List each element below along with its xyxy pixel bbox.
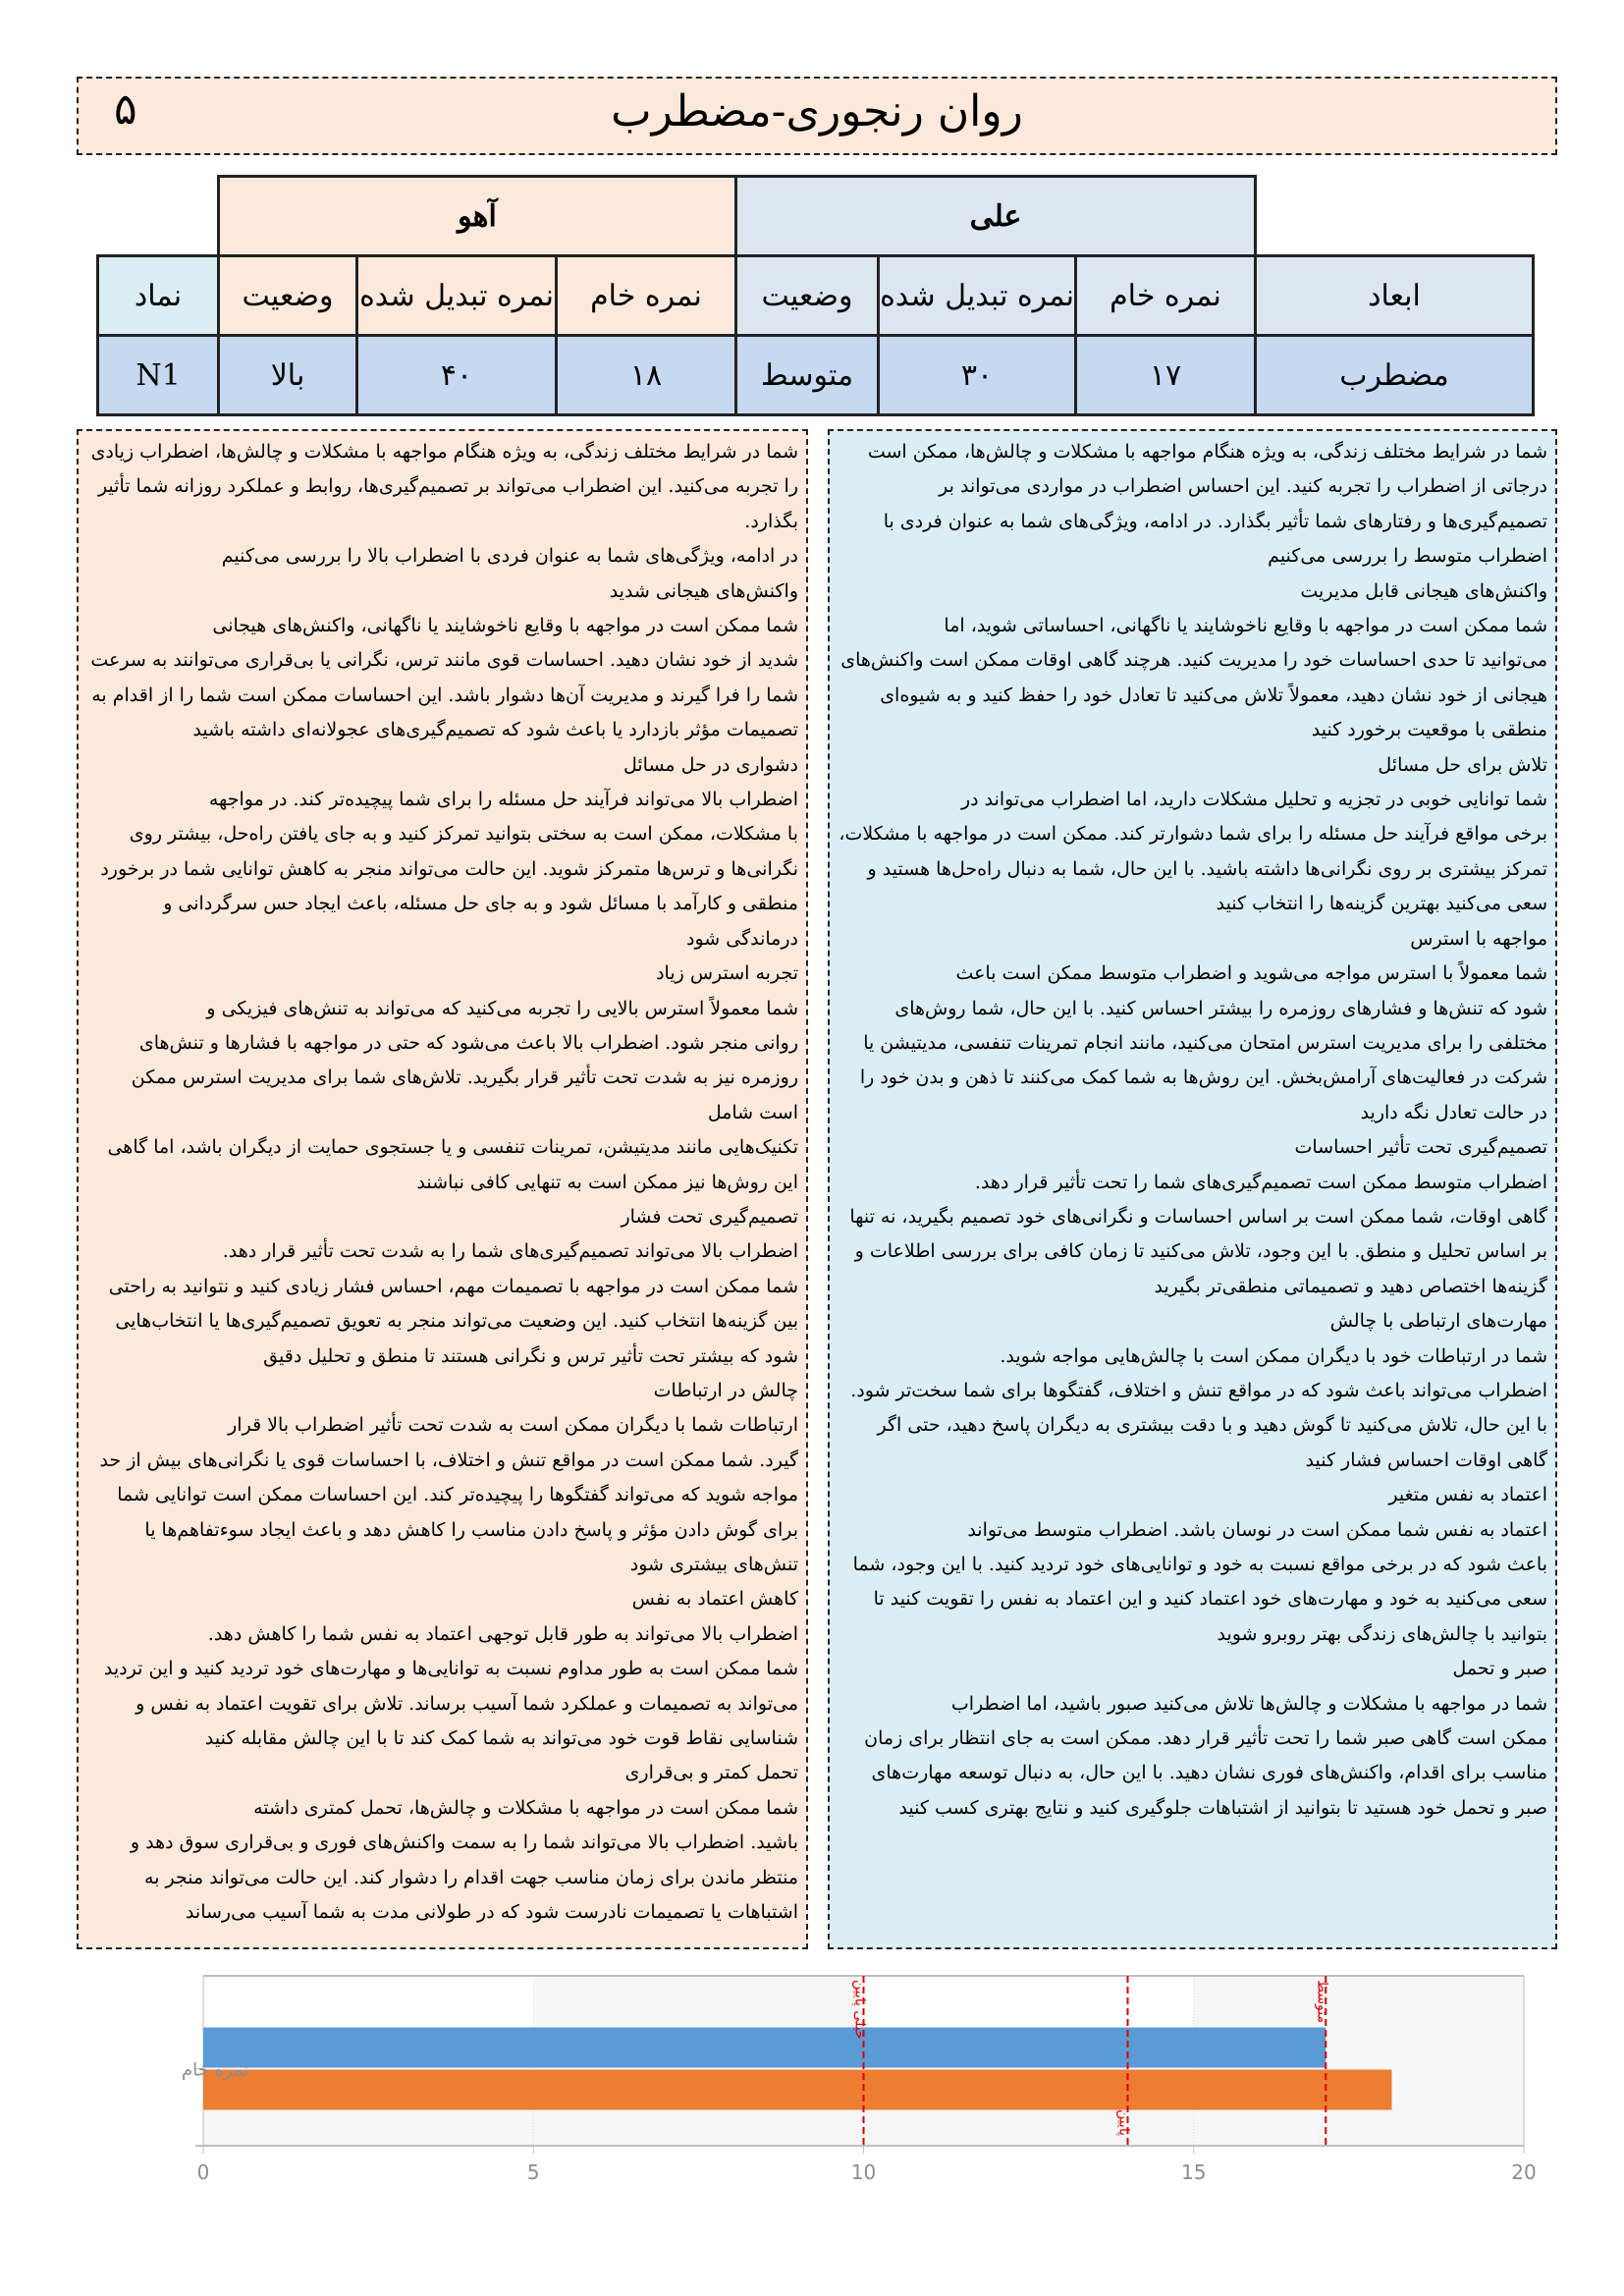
paragraph: برخی مواقع فرآیند حل مسئله را برای شما دشوارتر کند. ممکن است در مواجهه با مشکلات، تمرکز بیشتری بر روی نگرانی‌ها داشته باشید. با این حال، شما به دنبال راه‌حل‌ها هستید و سعی می‌کنید بهترین گزینه‌ها را انتخاب کنید <box>839 823 1547 915</box>
score-chart <box>79 1964 1551 2200</box>
col-ali-raw: نمره خام <box>1076 256 1256 336</box>
paragraph: اضطراب بالا می‌تواند به طور قابل توجهی اعتماد به نفس شما را کاهش دهد. <box>207 1622 798 1645</box>
x-tick-label: 10 <box>850 2160 877 2184</box>
cell-symbol: N1 <box>98 336 219 415</box>
paragraph: با مشکلات، ممکن است به سختی بتوانید تمرکز کنید و به جای یافتن راه‌حل، بیشتر روی نگرانی‌ها و ترس‌ها متمرکز شوید. این حالت می‌تواند منجر به کاهش توانایی شما در برخورد منطقی و کارآمد با مسائل شود و به جای حل مسئله، باعث ایجاد حس سرگردانی و درماندگی شود <box>100 823 798 950</box>
cell-dimension: مضطرب <box>1256 336 1534 415</box>
paragraph: شما در ارتباطات خود با دیگران ممکن است با چالش‌هایی مواجه شوید. <box>1000 1344 1547 1367</box>
x-tick-label: 5 <box>526 2160 540 2184</box>
paragraph: گیرد. شما ممکن است در مواقع تنش و اختلاف، با احساسات قوی یا نگرانی‌های بیش از حد مواجه شوید که می‌تواند گفتگوها را پیچیده‌تر کند. این احساسات ممکن است توانایی شما برای گوش دادن مؤثر و پاسخ دادن مناسب را کاهش دهد و باعث ایجاد سوءتفاهم‌ها یا تنش‌های بیشتری شود <box>99 1449 798 1575</box>
paragraph: دشواری در حل مسائل <box>623 753 798 776</box>
paragraph: اعتماد به نفس متغیر <box>1388 1484 1547 1506</box>
cell-aho-raw: ۱۸ <box>557 336 736 415</box>
paragraph: چالش در ارتباطات <box>653 1379 798 1401</box>
col-aho-status: وضعیت <box>219 256 357 336</box>
paragraph: شما ممکن است در مواجهه با تصمیمات مهم، احساس فشار زیادی کنید و نتوانید به راحتی بین گزینه‌ها انتخاب کنید. این وضعیت می‌تواند منجر به تعویق تصمیم‌گیری‌ها یا انتخاب‌هایی شود که بیشتر تحت تأثیر ترس و نگرانی هستند تا منطق و تحلیل دقیق <box>108 1275 798 1367</box>
person-header-aho: آهو <box>219 177 736 256</box>
page-number: ۵ <box>114 84 137 135</box>
person-header-ali: علی <box>736 177 1256 256</box>
paragraph: اضطراب بالا می‌تواند فرآیند حل مسئله را برای شما پیچیده‌تر کند. در مواجهه <box>208 789 798 811</box>
col-aho-converted: نمره تبدیل شده <box>357 256 557 336</box>
paragraph: شما معمولاً با استرس مواجه می‌شوید و اضطراب متوسط ممکن است باعث <box>955 962 1547 985</box>
x-tick-label: 0 <box>196 2160 210 2184</box>
category-label: نمره خام <box>182 2059 249 2081</box>
cell-ali-status: متوسط <box>736 336 879 415</box>
paragraph: تجربه استرس زیاد <box>656 962 798 985</box>
col-symbol: نماد <box>98 256 219 336</box>
paragraph: مهارت‌های ارتباطی با چالش <box>1329 1310 1547 1333</box>
paragraph: در ادامه، ویژگی‌های شما به عنوان فردی با اضطراب بالا را بررسی می‌کنیم <box>221 545 798 568</box>
x-tick-label: 15 <box>1181 2160 1207 2184</box>
paragraph: شما ممکن است در مواجهه با وقایع ناخوشایند یا ناگهانی، احساساتی شوید، اما <box>944 615 1547 637</box>
paragraph: صبر و تحمل <box>1452 1658 1547 1680</box>
col-ali-converted: نمره تبدیل شده <box>879 256 1076 336</box>
paragraph: گاهی اوقات، شما ممکن است بر اساس احساسات و نگرانی‌های خود تصمیم بگیرید، نه تنها بر اساس تحلیل و منطق. با این وجود، تلاش می‌کنید تا زمان کافی برای بررسی اطلاعات و گزینه‌ها اختصاص دهید و تصمیماتی منطقی‌تر بگیرید <box>849 1205 1547 1297</box>
paragraph: باشید. اضطراب بالا می‌تواند شما را به سمت واکنش‌های فوری و بی‌قراری سوق دهد و منتظر ماندن برای زمان مناسب جهت اقدام را دشوار کند. این حالت می‌تواند منجر به اشتباهات یا تصمیمات نادرست شود که در طولانی مدت به شما آسیب می‌رساند <box>130 1831 798 1924</box>
paragraph: شما ممکن است به طور مداوم نسبت به توانایی‌ها و مهارت‌های خود تردید کنید و این تردید می‌تواند به تصمیمات و عملکرد شما آسیب برساند. تلاش برای تقویت اعتماد به نفس و شناسایی نقاط قوت خود می‌تواند به شما کمک کند تا با این چالش مقابله کنید <box>103 1658 798 1750</box>
bar-ali <box>203 2028 1326 2068</box>
paragraph: اعتماد به نفس شما ممکن است در نوسان باشد. اضطراب متوسط می‌تواند <box>967 1518 1547 1541</box>
paragraph: واکنش‌های هیجانی شدید <box>609 579 798 602</box>
bar-aho <box>203 2070 1392 2110</box>
score-table <box>96 175 1535 416</box>
title-banner <box>77 77 1557 155</box>
paragraph: می‌توانید تا حدی احساسات خود را مدیریت کنید. هرچند گاهی اوقات ممکن است واکنش‌های هیجانی از خود نشان دهید، معمولاً تلاش می‌کنید تا تعادل خود را حفظ کنید و به شیوه‌ای منطقی با موقعیت برخورد کنید <box>840 649 1547 741</box>
cell-ali-raw: ۱۷ <box>1076 336 1256 415</box>
paragraph: شما توانایی خوبی در تجزیه و تحلیل مشکلات دارید، اما اضطراب می‌تواند در <box>960 789 1547 811</box>
col-aho-raw: نمره خام <box>557 256 736 336</box>
cell-aho-status: بالا <box>219 336 357 415</box>
paragraph: ممکن است گاهی صبر شما را تحت تأثیر قرار دهد. ممکن است به جای انتظار برای زمان مناسب برای اقدام، واکنش‌های فوری نشان دهید. با این حال، به دنبال توسعه مهارت‌های صبر و تحمل خود هستید تا بتوانید از اشتباهات جلوگیری کنید و نتایج بهتری کسب کنید <box>864 1727 1547 1819</box>
col-dimension: ابعاد <box>1256 256 1534 336</box>
col-ali-status: وضعیت <box>736 256 879 336</box>
paragraph: اضطراب بالا می‌تواند تصمیم‌گیری‌های شما را به شدت تحت تأثیر قرار دهد. <box>222 1240 798 1263</box>
page-title: روان رنجوری-مضطرب <box>611 86 1023 137</box>
paragraph: اضطراب متوسط ممکن است تصمیم‌گیری‌های شما را تحت تأثیر قرار دهد. <box>974 1171 1547 1193</box>
score-chart-svg <box>79 1964 1551 2200</box>
reference-label: متوسط <box>1314 1980 1330 2023</box>
paragraph: ارتباطات شما با دیگران ممکن است به شدت تحت تأثیر اضطراب بالا قرار <box>228 1414 798 1437</box>
paragraph: تصمیم‌گیری تحت تأثیر احساسات <box>1294 1136 1547 1159</box>
empty-cell <box>1256 177 1534 256</box>
paragraph: شما در شرایط مختلف زندگی، به ویژه هنگام مواجهه با مشکلات و چالش‌ها، ممکن است درجاتی از اضطراب را تجربه کنید. این احساس اضطراب در مواردی می‌تواند بر تصمیم‌گیری‌ها و رفتارهای شما تأثیر بگذارد. در ادامه، ویژگی‌های شما به عنوان فردی با اضطراب متوسط را بررسی می‌کنیم <box>867 441 1547 568</box>
paragraph: باعث شود که در برخی مواقع نسبت به خود و توانایی‌های خود تردید کنید. با این وجود، شما سعی می‌کنید به خود و مهارت‌های خود اعتماد کنید و این اعتماد به نفس را تقویت کنید تا بتوانید با چالش‌های زندگی بهتر روبرو شوید <box>852 1554 1547 1645</box>
paragraph: شما ممکن است در مواجهه با وقایع ناخوشایند یا ناگهانی، واکنش‌های هیجانی <box>212 615 798 637</box>
paragraph: شما ممکن است در مواجهه با مشکلات و چالش‌ها، تحمل کمتری داشته <box>253 1796 798 1819</box>
paragraph: شود که تنش‌ها و فشارهای روزمره را بیشتر احساس کنید. با این حال، شما روش‌های مختلفی را برای مدیریت استرس امتحان می‌کنید، مانند انجام تمرینات تنفسی، مدیتیشن یا شرکت در فعالیت‌های آرامش‌بخش. این روش‌ها به شما کمک می‌کنند تا ذهن و بدن خود را در حالت تعادل نگه دارید <box>859 997 1547 1123</box>
cell-aho-converted: ۴۰ <box>357 336 557 415</box>
reference-label: خیلی پایین <box>851 1980 868 2040</box>
paragraph: شما در شرایط مختلف زندگی، به ویژه هنگام مواجهه با مشکلات و چالش‌ها، اضطراب زیادی را تجربه می‌کنید. این اضطراب می‌تواند بر تصمیم‌گیری‌ها، روابط و عملکرد روزانه شما تأثیر بگذارد. <box>90 441 798 532</box>
paragraph: تصمیم‌گیری تحت فشار <box>621 1205 798 1228</box>
reference-label: پایین <box>1115 2109 1132 2136</box>
cell-ali-converted: ۳۰ <box>879 336 1076 415</box>
paragraph: روانی منجر شود. اضطراب بالا باعث می‌شود که حتی در مواجهه با فشارها و تنش‌های روزمره نیز به شدت تحت تأثیر قرار بگیرید. تلاش‌های شما برای مدیریت استرس ممکن است شامل <box>131 1031 798 1123</box>
paragraph: اضطراب می‌تواند باعث شود که در مواقع تنش و اختلاف، گفتگوها برای شما سخت‌تر شود. با این حال، تلاش می‌کنید تا گوش دهید و با دقت بیشتری به دیگران پاسخ دهید، حتی اگر گاهی اوقات احساس فشار کنید <box>850 1379 1547 1471</box>
paragraph: تکنیک‌هایی مانند مدیتیشن، تمرینات تنفسی و یا جستجوی حمایت از دیگران باشد، اما گاهی این روش‌ها نیز ممکن است به تنهایی کافی نباشند <box>107 1136 798 1193</box>
aho-description <box>77 429 808 1949</box>
x-tick-label: 20 <box>1511 2160 1537 2184</box>
paragraph: مواجهه با استرس <box>1410 927 1547 950</box>
paragraph: شما در مواجهه با مشکلات و چالش‌ها تلاش می‌کنید صبور باشید، اما اضطراب <box>950 1692 1547 1715</box>
ali-description <box>828 429 1557 1949</box>
paragraph: شما معمولاً استرس بالایی را تجربه می‌کنید که می‌تواند به تنش‌های فیزیکی و <box>206 997 798 1019</box>
empty-cell <box>98 177 219 256</box>
paragraph: کاهش اعتماد به نفس <box>631 1588 798 1611</box>
paragraph: تلاش برای حل مسائل <box>1378 753 1547 776</box>
paragraph: شدید از خود نشان دهید. احساسات قوی مانند ترس، نگرانی یا بی‌قراری می‌توانند به سرعت شما را فرا گیرند و مدیریت آن‌ها دشوار باشد. این احساسات ممکن است شما را از اقدام به تصمیمات مؤثر بازدارد یا باعث شود که تصمیم‌گیری‌های عجولانه‌ای داشته باشید <box>90 649 798 741</box>
paragraph: تحمل کمتر و بی‌قراری <box>624 1762 798 1784</box>
paragraph: واکنش‌های هیجانی قابل مدیریت <box>1300 579 1547 602</box>
